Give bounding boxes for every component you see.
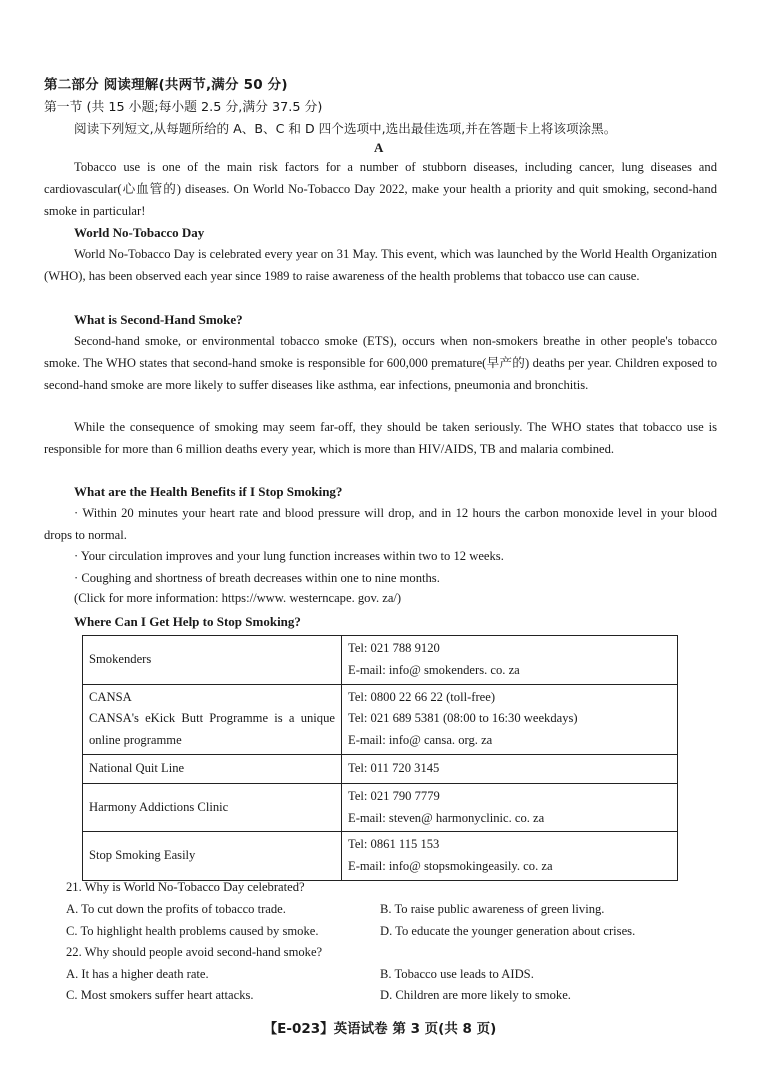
org-cell: Smokenders <box>83 636 342 685</box>
passage-label: A <box>374 140 384 155</box>
table-row <box>83 754 678 783</box>
contact-cell: Tel: 021 790 7779 E-mail: steven@ harmonyclinic. co. za <box>342 783 678 832</box>
question-22-option-d[interactable]: D. Children are more likely to smoke. <box>380 988 571 1002</box>
question-22-option-b[interactable]: B. Tobacco use leads to AIDS. <box>380 967 534 981</box>
table-row <box>83 684 678 754</box>
question-22-option-c[interactable]: C. Most smokers suffer heart attacks. <box>66 988 254 1002</box>
question-21-option-d[interactable]: D. To educate the younger generation about crises. <box>380 924 636 938</box>
heading-get-help: Where Can I Get Help to Stop Smoking? <box>74 614 301 629</box>
paragraph-consequence: While the consequence of smoking may seem far-off, they should be taken seriously. The WHO states that tobacco use is responsible for more than 6 million deaths every year, which is more than HIV/AIDS, TB and malaria combined. <box>44 420 717 456</box>
more-info-link: (Click for more information: https://www. westerncape. gov. za/) <box>74 591 402 605</box>
org-cell: Harmony Addictions Clinic <box>83 783 342 832</box>
question-21-option-c[interactable]: C. To highlight health problems caused by smoke. <box>66 924 319 938</box>
heading-world-no-tobacco-day: World No-Tobacco Day <box>74 225 205 240</box>
benefit-item: · Your circulation improves and your lung function increases within two to 12 weeks. <box>74 549 504 563</box>
heading-second-hand-smoke: What is Second-Hand Smoke? <box>74 312 243 327</box>
paragraph-second-hand-smoke: Second-hand smoke, or environmental tobacco smoke (ETS), occurs when non-smokers breathe in other people's tobacco smoke. The WHO states that second-hand smoke is responsible for 600,000 premature(早产的) deaths per year. Children exposed to second-hand smoke are more likely to suffer diseases like asthma, ear infections, pneumonia and bronchitis. <box>44 334 717 392</box>
section-title: 第二部分 阅读理解(共两节,满分 50 分) <box>44 77 288 93</box>
question-21-option-a[interactable]: A. To cut down the profits of tobacco trade. <box>66 902 286 916</box>
question-21-option-b[interactable]: B. To raise public awareness of green living. <box>380 902 605 916</box>
help-table <box>82 635 678 881</box>
paragraph-no-tobacco-day: World No-Tobacco Day is celebrated every year on 31 May. This event, which was launched by the World Health Organization (WHO), has been observed each year since 1989 to raise awareness of the health problems that tobacco use can cause. <box>44 247 717 283</box>
subsection-title: 第一节 (共 15 小题;每小题 2.5 分,满分 37.5 分) <box>44 100 323 115</box>
org-cell: Stop Smoking Easily <box>83 832 342 881</box>
question-22-option-a[interactable]: A. It has a higher death rate. <box>66 967 209 981</box>
table-row <box>83 636 678 685</box>
benefit-item: · Coughing and shortness of breath decreases within one to nine months. <box>74 571 440 585</box>
intro-paragraph: Tobacco use is one of the main risk factors for a number of stubborn diseases, including cancer, lung diseases and cardiovascular(心血管的) diseases. On World No-Tobacco Day 2022, make your health a priority and quit smoking, second-hand smoke in particular! <box>44 160 717 218</box>
heading-health-benefits: What are the Health Benefits if I Stop Smoking? <box>74 484 343 499</box>
question-21-stem: 21. Why is World No-Tobacco Day celebrated? <box>66 880 305 894</box>
question-22-stem: 22. Why should people avoid second-hand smoke? <box>66 945 323 959</box>
org-cell: National Quit Line <box>83 754 342 783</box>
contact-cell: Tel: 0861 115 153 E-mail: info@ stopsmokingeasily. co. za <box>342 832 678 881</box>
instructions: 阅读下列短文,从每题所给的 A、B、C 和 D 四个选项中,选出最佳选项,并在答题卡上将该项涂黑。 <box>74 121 617 136</box>
contact-cell: Tel: 021 788 9120 E-mail: info@ smokenders. co. za <box>342 636 678 685</box>
table-row <box>83 832 678 881</box>
page-footer: 【E-023】英语试卷 第 3 页(共 8 页) <box>263 1021 497 1037</box>
table-row <box>83 783 678 832</box>
contact-cell: Tel: 0800 22 66 22 (toll-free) Tel: 021 689 5381 (08:00 to 16:30 weekdays) E-mail: info@ cansa. org. za <box>342 684 678 754</box>
org-cell: CANSA CANSA's eKick Butt Programme is a unique online programme <box>83 684 342 754</box>
benefit-item: · Within 20 minutes your heart rate and blood pressure will drop, and in 12 hours the carbon monoxide level in your blood drops to normal. <box>44 506 717 542</box>
contact-cell: Tel: 011 720 3145 <box>342 754 678 783</box>
